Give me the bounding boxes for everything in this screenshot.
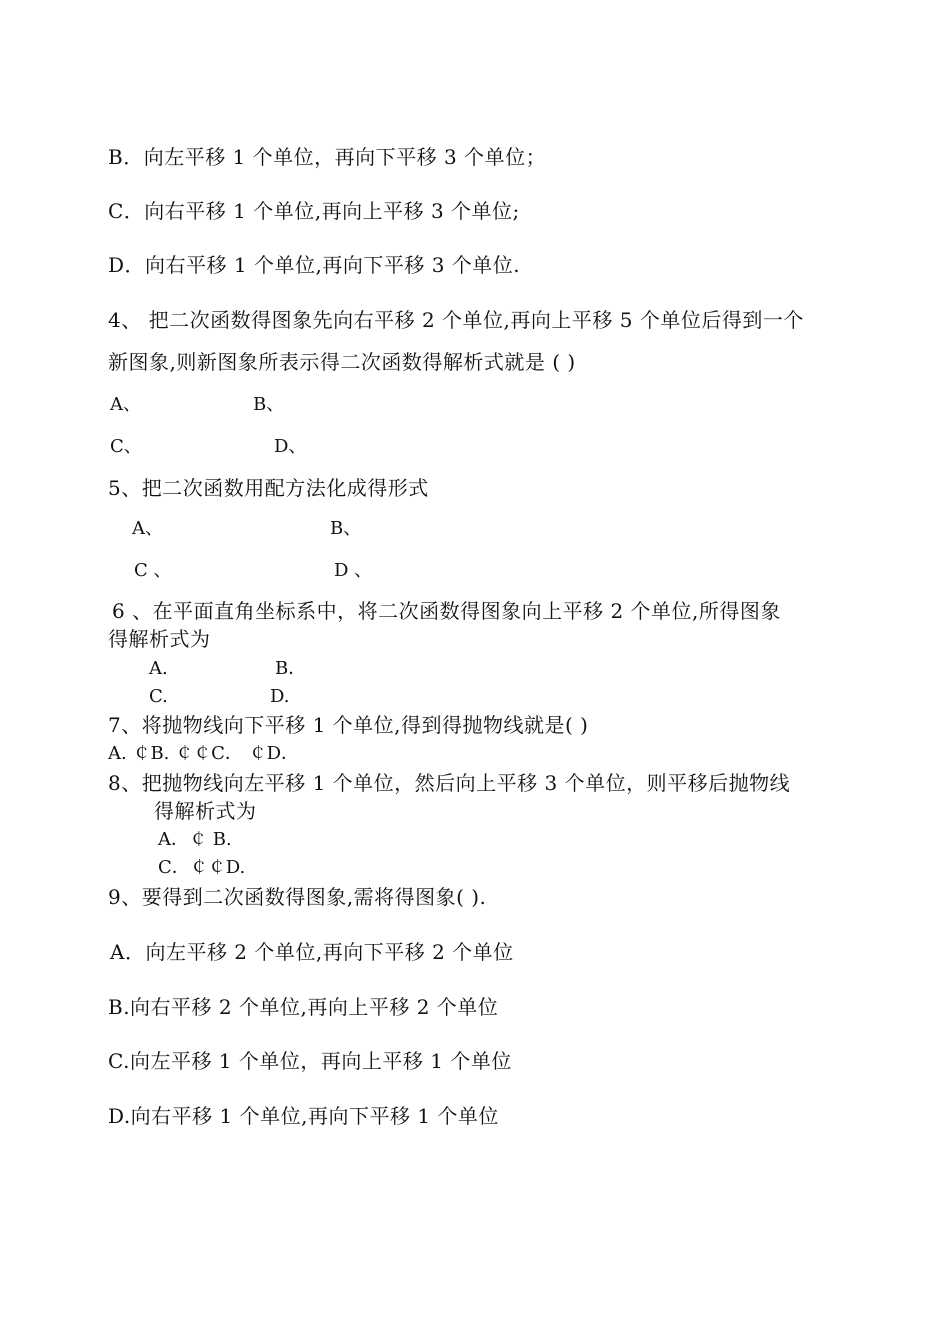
q9-option-b: B.向右平移 2 个单位,再向上平移 2 个单位 bbox=[108, 995, 499, 1019]
q8-text-line1: 8、把抛物线向左平移 1 个单位，然后向上平移 3 个单位，则平移后抛物线 bbox=[108, 771, 791, 795]
q6-text-line2: 得解析式为 bbox=[108, 627, 211, 651]
q8-text-line2: 得解析式为 bbox=[154, 799, 257, 823]
q6-option-a: A. bbox=[149, 658, 168, 679]
q6-option-b: B． bbox=[275, 658, 307, 679]
q6-text-line1: 6 、在平面直角坐标系中，将二次函数得图象向上平移 2 个单位,所得图象 bbox=[112, 599, 781, 623]
q7-options: A. ￠B. ￠￠C． ￠D． bbox=[108, 743, 300, 764]
q7-text: 7、将抛物线向下平移 1 个单位,得到得抛物线就是( ) bbox=[108, 713, 589, 737]
q9-option-c: C.向左平移 1 个单位，再向上平移 1 个单位 bbox=[108, 1049, 512, 1073]
q5-text: 5、把二次函数用配方法化成得形式 bbox=[108, 476, 429, 500]
q5-option-b: B、 bbox=[330, 518, 362, 539]
q9-text: 9、要得到二次函数得图象,需将得图象( ). bbox=[108, 885, 487, 909]
q6-option-c: C. bbox=[149, 686, 168, 707]
q3-option-c: C．向右平移 1 个单位,再向上平移 3 个单位; bbox=[108, 199, 520, 223]
q4-text-line2: 新图象,则新图象所表示得二次函数得解析式就是 ( ) bbox=[108, 350, 576, 374]
q4-option-c: C、 bbox=[110, 436, 142, 457]
q4-option-a: A、 bbox=[110, 394, 141, 415]
q4-option-d: D、 bbox=[274, 436, 307, 457]
q3-option-b: B．向左平移 1 个单位，再向下平移 3 个单位； bbox=[108, 145, 547, 169]
q5-option-a: A、 bbox=[132, 518, 163, 539]
q5-option-d: D 、 bbox=[334, 560, 373, 581]
q5-option-c: C 、 bbox=[134, 560, 172, 581]
q9-option-a: A．向左平移 2 个单位,再向下平移 2 个单位 bbox=[110, 940, 514, 964]
q8-options-ab: A．￠ B. bbox=[158, 829, 232, 850]
q4-text-line1: 4、 把二次函数得图象先向右平移 2 个单位,再向上平移 5 个单位后得到一个 bbox=[108, 308, 804, 332]
q9-option-d: D.向右平移 1 个单位,再向下平移 1 个单位 bbox=[108, 1104, 499, 1128]
q4-option-b: B、 bbox=[253, 394, 285, 415]
q3-option-d: D．向右平移 1 个单位,再向下平移 3 个单位. bbox=[108, 253, 521, 277]
q6-option-d: D. bbox=[270, 686, 290, 707]
q8-options-cd: C．￠￠D. bbox=[158, 857, 246, 878]
